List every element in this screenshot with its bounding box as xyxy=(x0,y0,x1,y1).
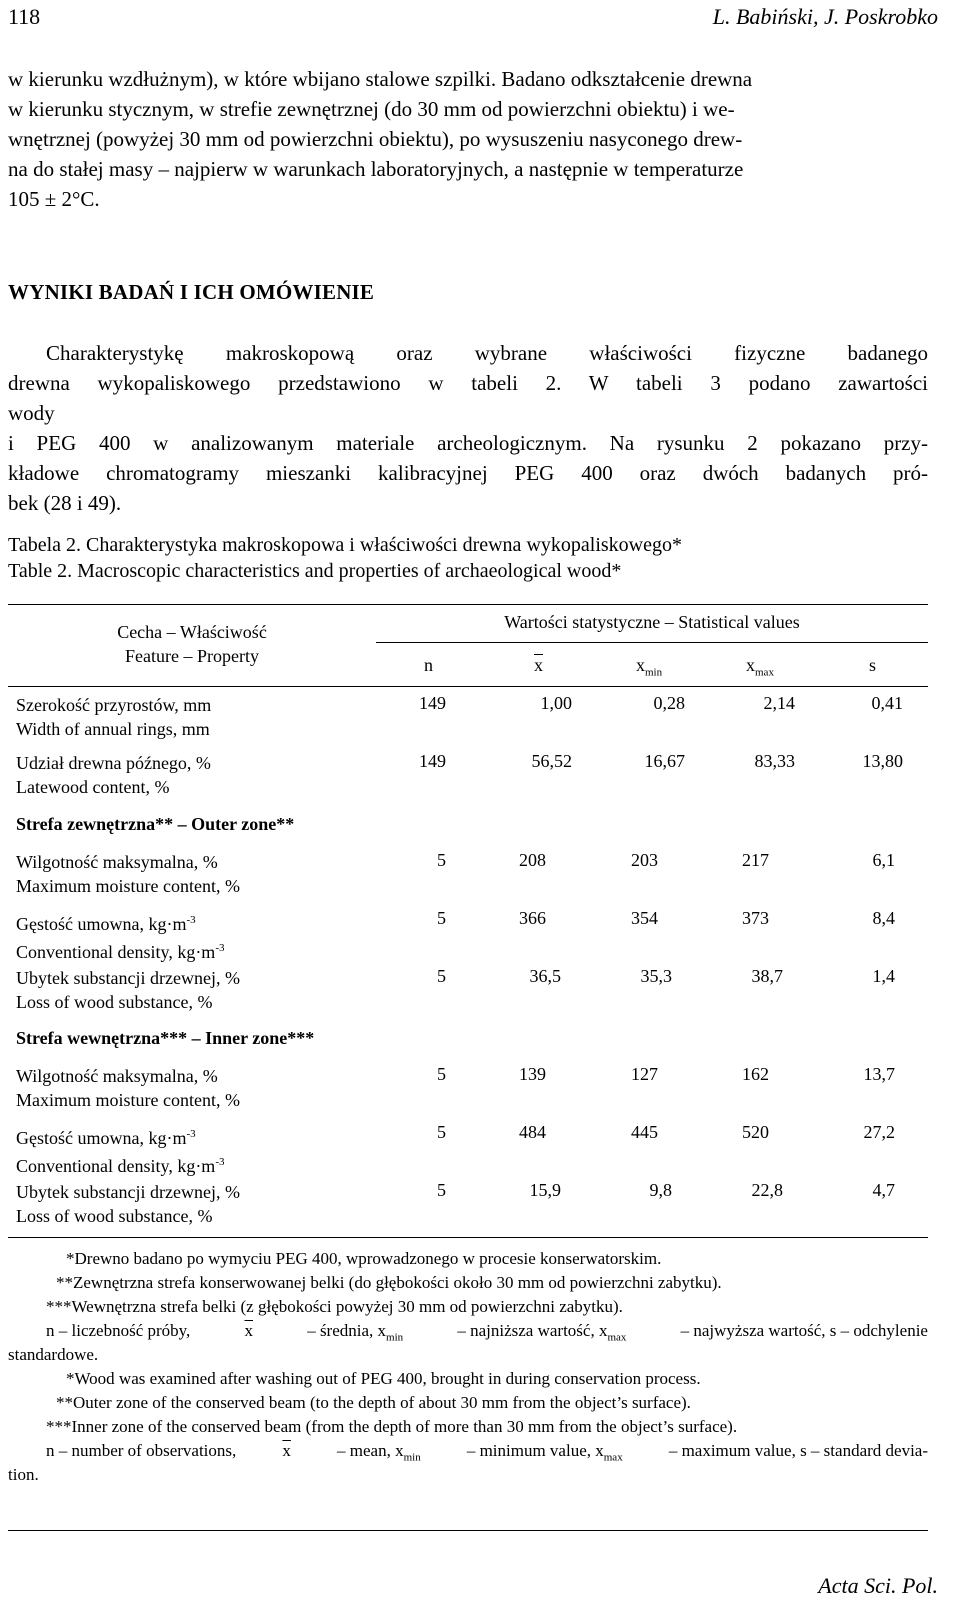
row-label-en-text: Conventional density, kg·m xyxy=(16,942,216,962)
footnote-pl-4-part xyxy=(307,1321,403,1343)
cell-min: 16,67 xyxy=(644,751,685,771)
row-label-en: Latewood content, % xyxy=(16,777,170,797)
table-row-label xyxy=(16,908,224,964)
cell-n: 5 xyxy=(437,966,446,986)
footnote-en-5: tion. xyxy=(8,1465,39,1484)
cell-mean: 484 xyxy=(519,1122,546,1142)
footnote-pl-4-part: – najwyższa wartość, s – odchylenie xyxy=(680,1321,928,1340)
footnote-en-4-part xyxy=(467,1441,623,1463)
footnote-pl-4-sub: min xyxy=(386,1331,404,1344)
intro-paragraph xyxy=(8,64,928,214)
col-header-max-x: x xyxy=(746,655,755,675)
cell-n: 5 xyxy=(437,850,446,870)
footnote-pl-4-text: – najniższa wartość, x xyxy=(457,1321,608,1340)
footnote-pl-4-part: n – liczebność próby, xyxy=(46,1321,191,1340)
footnote-pl-4-text: – średnia, x xyxy=(307,1321,387,1340)
col-header-min xyxy=(636,655,662,679)
row-label-en: Maximum moisture content, % xyxy=(16,1090,240,1110)
cell-min: 127 xyxy=(631,1064,658,1084)
col-header-n: n xyxy=(424,655,433,675)
row-label-pl: Udział drewna późnego, % xyxy=(16,753,211,773)
footnote-pl-3: ***Wewnętrzna strefa belki (z głębokości powyżej 30 mm od powierzchni zabytku). xyxy=(46,1297,623,1316)
row-label-pl-sup: -3 xyxy=(186,1128,196,1140)
footnote-en-1: *Wood was examined after washing out of PEG 400, brought in during conservation process. xyxy=(66,1369,701,1388)
row-label-pl: Wilgotność maksymalna, % xyxy=(16,852,218,872)
results-line: i PEG 400 w analizowanym materiale archeologicznym. Na rysunku 2 pokazano przy- xyxy=(8,431,928,455)
intro-line: wnętrznej (powyżej 30 mm od powierzchni obiektu), po wysuszeniu nasyconego drew- xyxy=(8,127,743,151)
footnote-en-4-part: n – number of observations, xyxy=(46,1441,237,1460)
feature-header-en: Feature – Property xyxy=(125,646,259,666)
cell-n: 149 xyxy=(419,751,446,771)
cell-n: 5 xyxy=(437,1180,446,1200)
footnote-pl-5: standardowe. xyxy=(8,1345,99,1364)
results-line: drewna wykopaliskowego przedstawiono w tabeli 2. W tabeli 3 podano zawartości xyxy=(8,371,928,395)
footnote-en-3: ***Inner zone of the conserved beam (from the depth of more than 30 mm from the object’s surface). xyxy=(46,1417,738,1436)
footnote-en-2: **Outer zone of the conserved beam (to the depth of about 30 mm from the object’s surface). xyxy=(56,1393,691,1412)
cell-max: 520 xyxy=(742,1122,769,1142)
footnote-en-4-text: – minimum value, x xyxy=(466,1441,604,1460)
results-line: kładowe chromatogramy mieszanki kalibracyjnej PEG 400 oraz dwóch badanych pró- xyxy=(8,461,928,485)
col-header-min-sub: min xyxy=(645,666,663,679)
cell-min: 445 xyxy=(631,1122,658,1142)
footnote-en-4-sub: max xyxy=(603,1451,623,1464)
results-line: Charakterystykę makroskopową oraz wybrane właściwości fizyczne badanego xyxy=(46,341,928,365)
cell-max: 2,14 xyxy=(763,693,795,713)
intro-line: 105 ± 2°C. xyxy=(8,187,100,211)
cell-s: 4,7 xyxy=(872,1180,895,1200)
row-label-en xyxy=(16,936,224,964)
col-header-max xyxy=(746,655,774,679)
inner-zone-heading: Strefa wewnętrzna*** – Inner zone*** xyxy=(16,1028,315,1048)
row-label-pl: Ubytek substancji drzewnej, % xyxy=(16,1182,240,1202)
cell-n: 5 xyxy=(437,908,446,928)
feature-header xyxy=(8,620,376,668)
running-header-authors: L. Babiński, J. Poskrobko xyxy=(712,4,938,29)
journal-name: Acta Sci. Pol. xyxy=(818,1573,938,1598)
table-row-label xyxy=(16,1122,224,1178)
table-row-label xyxy=(16,1064,240,1112)
footnote-pl-4-sub: max xyxy=(607,1331,627,1344)
row-label-en-text: Conventional density, kg·m xyxy=(16,1156,216,1176)
cell-n: 5 xyxy=(437,1064,446,1084)
cell-mean: 208 xyxy=(519,850,546,870)
table-bottom-rule xyxy=(8,1237,928,1238)
row-label-pl-text: Gęstość umowna, kg·m xyxy=(16,914,187,934)
row-label-en: Maximum moisture content, % xyxy=(16,876,240,896)
cell-min: 0,28 xyxy=(653,693,685,713)
cell-min: 354 xyxy=(631,908,658,928)
footnote-pl-4-mean-symbol: $\overline{x}$ xyxy=(244,1321,253,1340)
footnote-en-4-part: – maximum value, s – standard devia- xyxy=(668,1441,928,1460)
cell-s: 27,2 xyxy=(863,1122,895,1142)
cell-s: 1,4 xyxy=(872,966,895,986)
cell-max: 373 xyxy=(742,908,769,928)
cell-mean: 139 xyxy=(519,1064,546,1084)
footnote-en-4-mean-symbol: $\overline{x}$ xyxy=(282,1441,291,1460)
row-label-en: Loss of wood substance, % xyxy=(16,1206,213,1226)
table-row-label xyxy=(16,751,211,799)
footnote-pl-2: **Zewnętrzna strefa konserwowanej belki (do głębokości około 30 mm od powierzchni zabytku). xyxy=(56,1273,722,1292)
footer-rule xyxy=(8,1530,928,1531)
table-row-label xyxy=(16,850,240,898)
col-header-min-x: x xyxy=(636,655,645,675)
table-row-label xyxy=(16,966,240,1014)
cell-s: 8,4 xyxy=(872,908,895,928)
stats-header: Wartości statystyczne – Statistical values xyxy=(504,612,800,632)
row-label-pl-sup: -3 xyxy=(186,914,196,926)
row-label-en-sup: -3 xyxy=(215,942,225,954)
intro-line: na do stałej masy – najpierw w warunkach laboratoryjnych, a następnie w temperaturze xyxy=(8,157,744,181)
table-row-label xyxy=(16,1180,240,1228)
cell-max: 83,33 xyxy=(754,751,795,771)
row-label-pl: Wilgotność maksymalna, % xyxy=(16,1066,218,1086)
cell-min: 9,8 xyxy=(649,1180,672,1200)
cell-mean: 36,5 xyxy=(529,966,561,986)
table-top-rule xyxy=(8,604,928,605)
cell-s: 13,7 xyxy=(863,1064,895,1084)
footnote-en-4-part xyxy=(337,1441,421,1463)
cell-mean: 56,52 xyxy=(531,751,572,771)
row-label-pl xyxy=(16,1122,224,1150)
cell-mean: 366 xyxy=(519,908,546,928)
row-label-en: Loss of wood substance, % xyxy=(16,992,213,1012)
feature-header-pl: Cecha – Właściwość xyxy=(117,622,267,642)
table-row-label xyxy=(16,693,211,741)
cell-max: 217 xyxy=(742,850,769,870)
cell-s: 13,80 xyxy=(862,751,903,771)
col-header-s: s xyxy=(869,655,877,675)
cell-min: 203 xyxy=(631,850,658,870)
footnote-en-4-text: – mean, x xyxy=(337,1441,404,1460)
results-line: wody xyxy=(8,401,55,425)
cell-s: 0,41 xyxy=(871,693,903,713)
results-line: bek (28 i 49). xyxy=(8,491,122,515)
col-header-mean: $\overline{x}$ xyxy=(534,655,543,675)
cell-n: 149 xyxy=(419,693,446,713)
table-caption-pl: Tabela 2. Charakterystyka makroskopowa i właściwości drewna wykopaliskowego* xyxy=(8,534,682,556)
cell-mean: 1,00 xyxy=(540,693,572,713)
results-paragraph xyxy=(8,338,928,518)
row-label-pl xyxy=(16,908,224,936)
footnote-pl-4-part xyxy=(457,1321,626,1343)
footnote-pl-4 xyxy=(46,1321,928,1343)
footnote-en-4 xyxy=(46,1441,928,1463)
row-label-pl: Szerokość przyrostów, mm xyxy=(16,695,212,715)
footnote-pl-1: *Drewno badano po wymyciu PEG 400, wprowadzonego w procesie konserwatorskim. xyxy=(66,1249,662,1268)
intro-line: w kierunku wzdłużnym), w które wbijano stalowe szpilki. Badano odkształcenie drewna xyxy=(8,67,753,91)
col-header-max-sub: max xyxy=(755,666,774,679)
row-label-en: Width of annual rings, mm xyxy=(16,719,210,739)
table-stats-rule xyxy=(376,642,928,643)
intro-line: w kierunku stycznym, w strefie zewnętrznej (do 30 mm od powierzchni obiektu) i we- xyxy=(8,97,735,121)
cell-max: 38,7 xyxy=(751,966,783,986)
row-label-en-sup: -3 xyxy=(215,1156,225,1168)
table-header-rule xyxy=(8,686,928,687)
footnote-en-4-sub: min xyxy=(403,1451,421,1464)
cell-mean: 15,9 xyxy=(529,1180,561,1200)
row-label-pl: Ubytek substancji drzewnej, % xyxy=(16,968,240,988)
row-label-pl-text: Gęstość umowna, kg·m xyxy=(16,1128,187,1148)
section-title: WYNIKI BADAŃ I ICH OMÓWIENIE xyxy=(8,280,375,304)
cell-max: 162 xyxy=(742,1064,769,1084)
row-label-en xyxy=(16,1150,224,1178)
cell-s: 6,1 xyxy=(872,850,895,870)
cell-n: 5 xyxy=(437,1122,446,1142)
page-number: 118 xyxy=(8,4,41,29)
cell-min: 35,3 xyxy=(640,966,672,986)
table-caption-en: Table 2. Macroscopic characteristics and properties of archaeological wood* xyxy=(8,560,622,582)
outer-zone-heading: Strefa zewnętrzna** – Outer zone** xyxy=(16,814,295,834)
cell-max: 22,8 xyxy=(751,1180,783,1200)
